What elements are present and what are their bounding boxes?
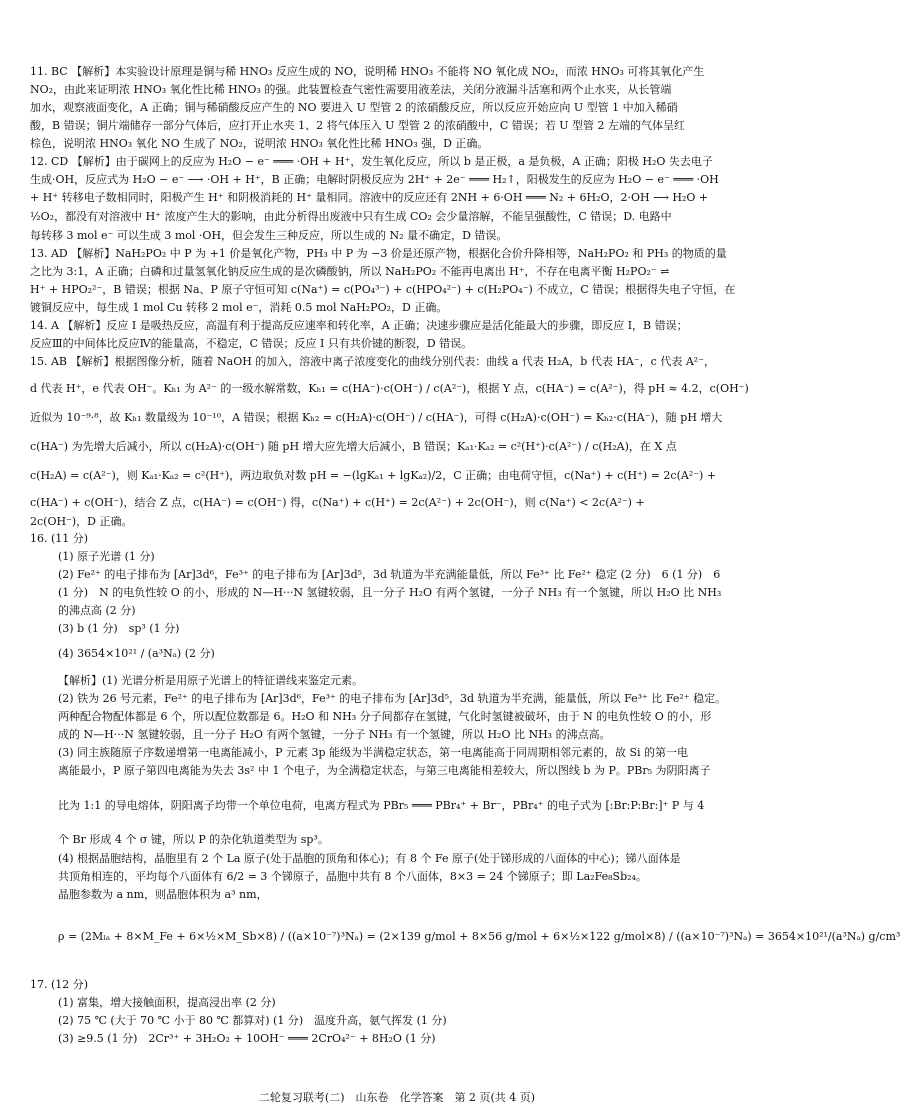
text-line: 2c(OH⁻)，D 正确。 [30,515,133,528]
text-line: c(HA⁻) 为先增大后减小，所以 c(H₂A)·c(OH⁻) 随 pH 增大应先增大后减小，B 错误；Kₐ₁·Kₐ₂ = c²(H⁺)·c(A²⁻) / c(H₂A)，在 X 点 [30,440,677,453]
text-line: NO₂，由此来证明浓 HNO₃ 氧化性比稀 HNO₃ 的强。此装置检查气密性需要用液差法，关闭分液漏斗活塞和两个止水夹，从长管端 [30,83,672,96]
text-line: 17. (12 分) [30,978,89,991]
text-line: 的沸点高 (2 分) [58,604,136,617]
text-line: 离能最小，P 原子第四电离能为失去 3s² 中 1 个电子，为全满稳定状态，与第三电离能相差较大，所以图线 b 为 P。PBr₅ 为阴阳离子 [58,764,711,777]
text-line: + H⁺ 转移电子数相同时，阳极产生 H⁺ 和阴极消耗的 H⁺ 量相同。溶液中的反应还有 2NH + 6·OH ═══ N₂ + 6H₂O，2·OH ⟶ H₂O + [30,191,709,204]
text-line: (2) Fe²⁺ 的电子排布为 [Ar]3d⁶，Fe³⁺ 的电子排布为 [Ar]3d⁵，3d 轨道为半充满能量低，所以 Fe³⁺ 比 Fe²⁺ 稳定 (2 分) 6 (1 分) 6 [58,568,721,581]
text-line: 两种配合物配体都是 6 个，所以配位数都是 6。H₂O 和 NH₃ 分子间都存在氢键，气化时氢键被破坏，由于 N 的电负性较 O 的小，形 [58,710,712,723]
text-line: 晶胞参数为 a nm，则晶胞体积为 a³ nm， [58,888,268,901]
text-line: 每转移 3 mol e⁻ 可以生成 3 mol ·OH，但会发生三种反应，所以生成的 N₂ 量不确定，D 错误。 [30,229,508,242]
text-line: 镀铜反应中，每生成 1 mol Cu 转移 2 mol e⁻，消耗 0.5 mol NaH₂PO₂，D 正确。 [30,301,448,314]
text-line: 12. CD 【解析】由于碳网上的反应为 H₂O − e⁻ ═══ ·OH + H⁺，发生氧化反应，所以 b 是正极，a 是负极，A 正确；阳极 H₂O 失去电子 [30,155,713,168]
text-line: 酸，B 错误；铜片端储存一部分气体后，应打开止水夹 1、2 将气体压入 U 型管 2 的浓硝酸中，C 错误；若 U 型管 2 左端的气体呈红 [30,119,685,132]
text-line: ½O₂，都没有对溶液中 H⁺ 浓度产生大的影响，由此分析得出废液中只有生成 CO₂ 会少量溶解，不能呈强酸性，C 错误；D. 电路中 [30,210,672,223]
text-line: 生成·OH，反应式为 H₂O − e⁻ ⟶ ·OH + H⁺，B 正确；电解时阴极反应为 2H⁺ + 2e⁻ ═══ H₂↑，阳极发生的反应为 H₂O − e⁻ ═══ ·OH [30,173,719,186]
text-line: (3) b (1 分) sp³ (1 分) [58,622,180,635]
text-line: (2) 75 ℃ (大于 70 ℃ 小于 80 ℃ 都算对) (1 分) 温度升高，氨气挥发 (1 分) [58,1014,447,1027]
text-line: (2) 铁为 26 号元素，Fe²⁺ 的电子排布为 [Ar]3d⁶，Fe³⁺ 的电子排布为 [Ar]3d⁵，3d 轨道为半充满，能量低，所以 Fe³⁺ 比 Fe²⁺ 稳定。 [58,692,727,705]
text-line: 13. AD 【解析】NaH₂PO₂ 中 P 为 +1 价是氧化产物，PH₃ 中 P 为 −3 价是还原产物，根据化合价升降相等，NaH₂PO₂ 和 PH₃ 的物质的量 [30,247,727,260]
text-line: (1) 原子光谱 (1 分) [58,550,155,563]
text-line: 16. (11 分) [30,532,89,545]
page-footer: 二轮复习联考(二) 山东卷 化学答案 第 2 页(共 4 页) [258,1091,536,1104]
text-line: 15. AB 【解析】根据图像分析，随着 NaOH 的加入，溶液中离子浓度变化的曲线分别代表：曲线 a 代表 H₂A，b 代表 HA⁻，c 代表 A²⁻， [30,355,715,368]
text-line: 【解析】(1) 光谱分析是用原子光谱上的特征谱线来鉴定元素。 [58,674,364,687]
text-line: d 代表 H⁺，e 代表 OH⁻。Kₕ₁ 为 A²⁻ 的一级水解常数，Kₕ₁ = c(HA⁻)·c(OH⁻) / c(A²⁻)，根据 Y 点，c(HA⁻) = c(A²⁻)，得 pH ≈ 4.2，c(OH⁻) [30,382,749,395]
text-line: ρ = (2Mₗₐ + 8×M_Fe + 6×½×M_Sb×8) / ((a×10⁻⁷)³Nₐ) = (2×139 g/mol + 8×56 g/mol + 6×½×122 g/mol×8) / ((a×10⁻⁷)³Nₐ) = 3654×10²¹/(a³Nₐ) g/cm³ [58,930,900,943]
text-line: (4) 根据晶胞结构，晶胞里有 2 个 La 原子(处于晶胞的顶角和体心)；有 8 个 Fe 原子(处于锑形成的八面体的中心)；锑八面体是 [58,852,681,865]
text-line: 加水，观察液面变化，A 正确；铜与稀硝酸反应产生的 NO 要进入 U 型管 2 的浓硝酸反应，所以反应开始应向 U 型管 1 中加入稀硝 [30,101,678,114]
text-line: (3) ≥9.5 (1 分) 2Cr³⁺ + 3H₂O₂ + 10OH⁻ ═══ 2CrO₄²⁻ + 8H₂O (1 分) [58,1032,436,1045]
text-line: 11. BC 【解析】本实验设计原理是铜与稀 HNO₃ 反应生成的 NO，说明稀 HNO₃ 不能将 NO 氧化成 NO₂，而浓 HNO₃ 可将其氧化产生 [30,65,705,78]
text-line: (4) 3654×10²¹ / (a³Nₐ) (2 分) [58,647,215,660]
text-line: 比为 1:1 的导电熔体，阴阳离子均带一个单位电荷，电离方程式为 PBr₅ ═══ PBr₄⁺ + Br⁻，PBr₄⁺ 的电子式为 [:Br:P:Br:]⁺ P 与 4 [58,799,705,812]
text-line: 之比为 3:1，A 正确；白磷和过量氢氧化钠反应生成的是次磷酸钠，所以 NaH₂PO₂ 不能再电离出 H⁺，不存在电离平衡 H₂PO₂⁻ ⇌ [30,265,670,278]
text-line: 近似为 10⁻⁹·⁸，故 Kₕ₁ 数量级为 10⁻¹⁰，A 错误；根据 Kₕ₂ = c(H₂A)·c(OH⁻) / c(HA⁻)，可得 c(H₂A)·c(OH⁻) = Kₕ₂·c(HA⁻)，随 pH 增大 [30,411,723,424]
text-line: 个 Br 形成 4 个 σ 键，所以 P 的杂化轨道类型为 sp³。 [58,833,329,846]
text-line: (3) 同主族随原子序数递增第一电离能减小，P 元素 3p 能级为半满稳定状态，第一电离能高于同周期相邻元素的，故 Si 的第一电 [58,746,689,759]
text-line: 棕色，说明浓 HNO₃ 氧化 NO 生成了 NO₂，说明浓 HNO₃ 氧化性比稀 HNO₃ 强，D 正确。 [30,137,489,150]
text-line: H⁺ + HPO₂²⁻，B 错误；根据 Na、P 原子守恒可知 c(Na⁺) = c(PO₄³⁻) + c(HPO₄²⁻) + c(H₂PO₄⁻) 不成立，C 错误；根据得失电子守恒，在 [30,283,736,296]
text-line: (1 分) N 的电负性较 O 的小，形成的 N—H···N 氢键较弱，且一分子 H₂O 有两个氢键，一分子 NH₃ 有一个氢键，所以 H₂O 比 NH₃ [58,586,722,599]
text-line: (1) 富集，增大接触面积，提高浸出率 (2 分) [58,996,276,1009]
text-line: 14. A 【解析】反应 I 是吸热反应，高温有利于提高反应速率和转化率，A 正确；决速步骤应是活化能最大的步骤，即反应 I，B 错误； [30,319,688,332]
text-line: 成的 N—H···N 氢键较弱，且一分子 H₂O 有两个氢键，一分子 NH₃ 有一个氢键，所以 H₂O 比 NH₃ 的沸点高。 [58,728,611,741]
text-line: c(HA⁻) + c(OH⁻)，结合 Z 点，c(HA⁻) = c(OH⁻) 得，c(Na⁺) + c(H⁺) = 2c(A²⁻) + 2c(OH⁻)，则 c(Na⁺) < 2c(A²⁻) + [30,496,645,509]
text-line: 反应Ⅲ的中间体比反应Ⅳ的能量高，不稳定，C 错误；反应 I 只有共价键的断裂，D 错误。 [30,337,473,350]
text-line: c(H₂A) = c(A²⁻)，则 Kₐ₁·Kₐ₂ = c²(H⁺)，两边取负对数 pH = −(lgKₐ₁ + lgKₐ₂)/2，C 正确；由电荷守恒，c(Na⁺) + c(H⁺) = 2c(A²⁻) + [30,469,717,482]
text-line: 共顶角相连的，平均每个八面体有 6/2 = 3 个锑原子，晶胞中共有 8 个八面体，8×3 = 24 个锑原子；即 La₂Fe₈Sb₂₄。 [58,870,647,883]
